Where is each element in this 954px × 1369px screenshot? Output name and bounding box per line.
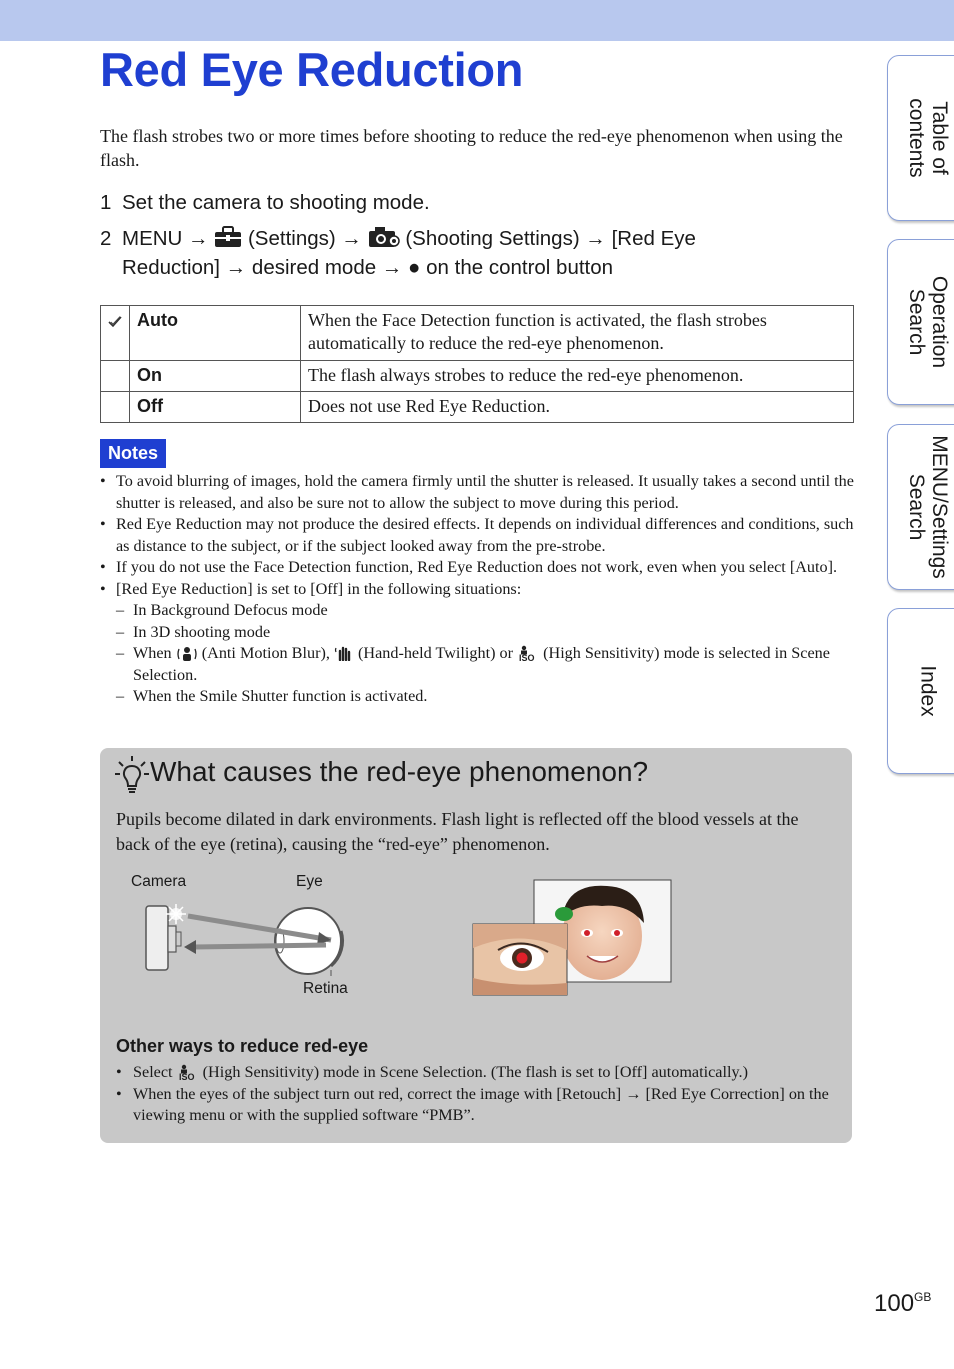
note-text: When: [133, 644, 172, 662]
control-button-label: on the control button: [426, 256, 614, 279]
reflected-light-ray: [194, 945, 326, 947]
other-way-item: [116, 1062, 836, 1084]
shooting-settings-label: (Shooting Settings): [405, 227, 580, 250]
high-sensitivity-icon: [517, 645, 539, 661]
arrow-icon: →: [341, 227, 362, 250]
note-item: • [Red Eye Reduction] is set to [Off] in the following situations:: [100, 579, 855, 601]
arrowhead: [184, 940, 196, 954]
red-pupil: [614, 930, 620, 936]
note-subitem: – In 3D shooting mode: [100, 622, 855, 644]
step-number: 2: [100, 227, 112, 250]
step-number: 1: [100, 191, 112, 214]
default-check-cell: [101, 306, 130, 361]
red-eye-label: [Red Eye: [611, 227, 696, 250]
tab-label: Index: [916, 665, 940, 717]
other-way-item: [116, 1084, 836, 1127]
tab-operation-search[interactable]: [887, 239, 954, 405]
intro-text: The flash strobes two or more times before shooting to reduce the red-eye phenomenon when using the flash.: [100, 126, 843, 170]
mode-name: Auto: [130, 306, 301, 361]
closeup-red-pupil: [517, 953, 528, 964]
other-text: Select: [133, 1063, 173, 1081]
table-row: [101, 306, 854, 361]
note-text: (High Sensitivity) mode is selected in Scene Selection.: [133, 644, 830, 684]
red-pupil: [584, 930, 590, 936]
tab-label: MENU/Settings Search: [905, 435, 951, 579]
mode-table: [100, 305, 854, 423]
tab-index[interactable]: [887, 608, 954, 774]
camera-label: Camera: [131, 873, 187, 890]
step-1: [100, 188, 840, 218]
empty-cell: [101, 361, 130, 392]
page-number: [874, 1290, 931, 1318]
mode-description: When the Face Detection function is activated, the flash strobes automatically to reduce the red-eye phenomenon.: [301, 306, 854, 361]
tab-label: Operation Search: [905, 275, 951, 369]
svg-text:ISO: ISO: [178, 1072, 195, 1080]
notes-badge: Notes: [100, 439, 166, 468]
toolbox-icon: [214, 226, 242, 248]
arrow-icon: →: [585, 227, 606, 250]
notes-list: [100, 471, 855, 708]
note-subitem: – In Background Defocus mode: [100, 600, 855, 622]
retina-label: Retina: [303, 980, 348, 997]
step-text: Set the camera to shooting mode.: [122, 191, 430, 214]
green-toy: [555, 907, 573, 921]
note-item: • To avoid blurring of images, hold the camera firmly until the shutter is released. It usually takes a second until the shutter is released, and also be sure not to allow the subject to move during this period.: [100, 471, 855, 514]
tab-menu-settings-search[interactable]: [887, 424, 954, 590]
table-row: [101, 361, 854, 392]
arrow-icon: →: [625, 1084, 642, 1103]
top-banner: [0, 0, 954, 41]
other-ways-list: [116, 1062, 836, 1127]
page-title: Red Eye Reduction: [100, 43, 524, 96]
mode-description: Does not use Red Eye Reduction.: [301, 392, 854, 423]
table-row: [101, 392, 854, 423]
eye-label: Eye: [296, 873, 323, 890]
tip-title: What causes the red-eye phenomenon?: [150, 756, 649, 787]
other-text: When the eyes of the subject turn out red, correct the image with [Retouch]: [133, 1084, 622, 1103]
control-button-icon: ●: [408, 256, 421, 279]
arrow-icon: →: [225, 256, 247, 279]
camera-lens-tip: [176, 932, 181, 946]
other-text: [Red Eye Correction] on the viewing menu or with the supplied software “PMB”.: [133, 1084, 829, 1124]
tip-paragraph: Pupils become dilated in dark environments. Flash light is reflected off the blood vessels at the back of the eye (retina), causing the “red-eye” phenomenon.: [116, 809, 799, 854]
camera-body: [146, 906, 168, 970]
step-2: [100, 224, 840, 284]
mode-description: The flash always strobes to reduce the red-eye phenomenon.: [301, 361, 854, 392]
menu-label: MENU: [122, 227, 183, 250]
other-ways-heading: Other ways to reduce red-eye: [116, 1036, 369, 1056]
red-eye-photo: [472, 878, 674, 998]
page-number-value: 100: [874, 1290, 915, 1317]
arrow-icon: →: [381, 256, 403, 279]
camera-settings-icon: [368, 226, 400, 248]
note-subitem: [100, 643, 855, 686]
desired-mode-label: desired mode: [251, 256, 377, 279]
red-eye-diagram: [136, 896, 366, 976]
lightbulb-icon: [114, 754, 150, 794]
tab-label: Table of contents: [905, 98, 951, 178]
checkmark-icon: [107, 315, 123, 329]
mode-name: Off: [130, 392, 301, 423]
note-text: (Anti Motion Blur),: [201, 644, 330, 662]
tab-table-of-contents[interactable]: [887, 55, 954, 221]
note-subitem: – When the Smile Shutter function is activated.: [100, 686, 855, 708]
settings-label: (Settings): [247, 227, 336, 250]
red-eye-label-cont: Reduction]: [122, 256, 221, 279]
high-sensitivity-icon: [177, 1064, 199, 1080]
mode-name: On: [130, 361, 301, 392]
note-item: • Red Eye Reduction may not produce the desired effects. It depends on individual differences and conditions, such as distance to the subject, or if the subject looked away from the pre-strobe.: [100, 514, 855, 557]
handheld-twilight-icon: [334, 645, 354, 661]
step-text: [122, 224, 822, 282]
camera-lens: [168, 926, 176, 952]
arrow-icon: →: [188, 227, 209, 250]
svg-text:ISO: ISO: [519, 653, 535, 661]
anti-motion-blur-icon: [176, 646, 198, 661]
tip-box: [100, 748, 852, 1143]
note-item: • If you do not use the Face Detection function, Red Eye Reduction does not work, even when you select [Auto].: [100, 557, 855, 579]
flash-rays: [166, 904, 186, 924]
empty-cell: [101, 392, 130, 423]
other-text: (High Sensitivity) mode in Scene Selection. (The flash is set to [Off] automatically.): [202, 1063, 748, 1081]
note-text: (Hand-held Twilight) or: [358, 644, 514, 662]
page-suffix: GB: [914, 1290, 932, 1304]
